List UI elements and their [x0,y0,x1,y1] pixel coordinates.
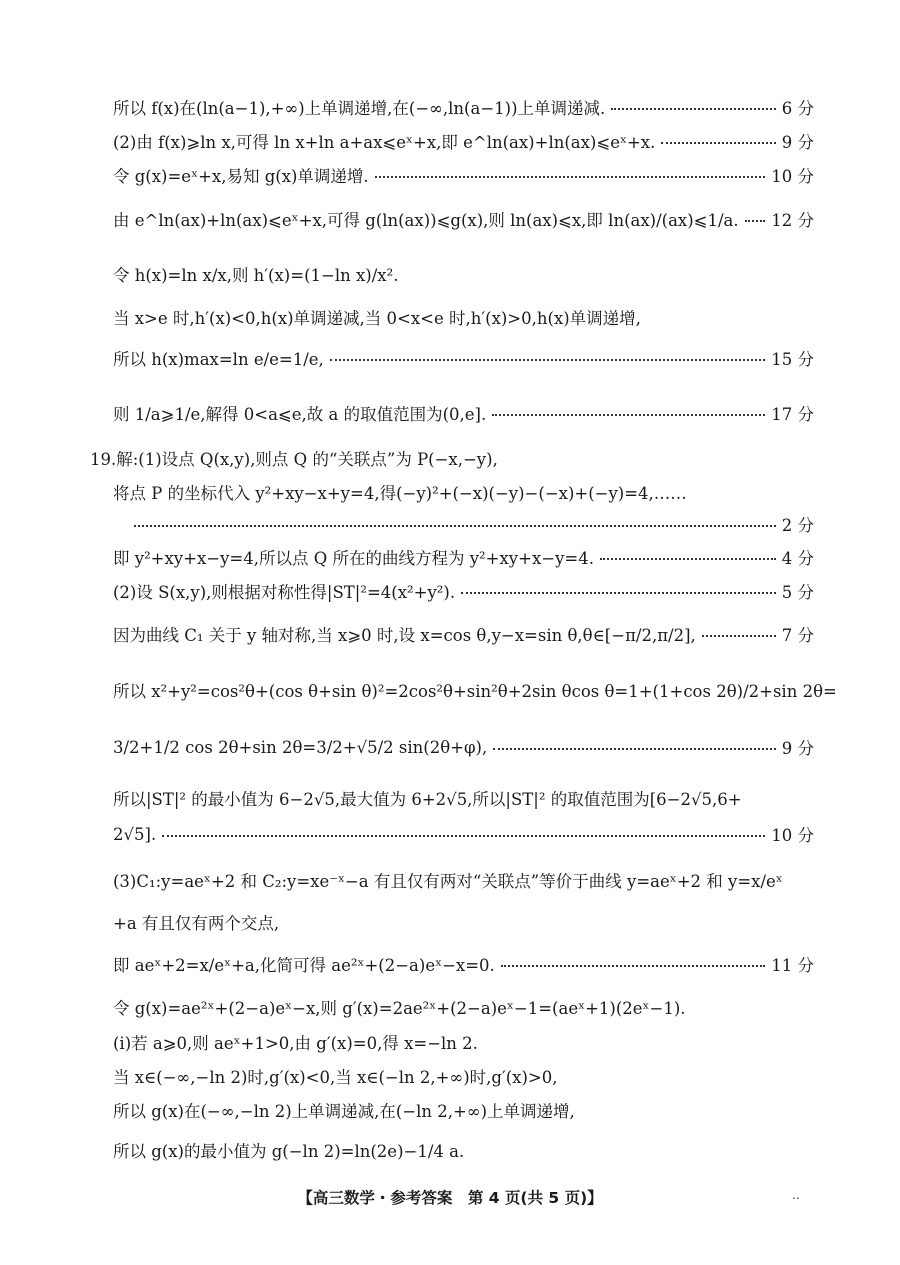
page-footer: 【高三数学・参考答案 第 4 页(共 5 页)】 [297,1189,603,1207]
line-text: (2)由 f(x)⩾ln x,可得 ln x+ln a+ax⩽eˣ+x,即 e^ln(ax)+ln(ax)⩽eˣ+x. [113,133,656,152]
solution-line [113,207,814,231]
solution-line [113,1030,814,1054]
solution-line [113,786,814,810]
line-text: 由 e^ln(ax)+ln(ax)⩽eˣ+x,可得 g(ln(ax))⩽g(x),则 ln(ax)⩽x,即 ln(ax)/(ax)⩽1/a. [113,211,739,230]
line-text: 2√5]. [113,824,157,844]
solution-line [113,305,814,329]
solution-line [113,401,814,425]
line-text: 所以 g(x)在(−∞,−ln 2)上单调递减,在(−ln 2,+∞)上单调递增, [113,1102,575,1121]
score-points: 9 分 [781,739,814,758]
score-points: 11 分 [771,956,814,975]
line-text: 所以 g(x)的最小值为 g(−ln 2)=ln(2e)−1/4 a. [113,1142,465,1161]
line-text: 将点 P 的坐标代入 y²+xy−x+y=4,得(−y)²+(−x)(−y)−(−x)+(−y)=4,…… [113,484,687,503]
solution-line [113,163,814,187]
line-text: (3)C₁:y=aeˣ+2 和 C₂:y=xe⁻ˣ−a 有且仅有两对“关联点”等价于曲线 y=aeˣ+2 和 y=x/eˣ [113,872,783,891]
score-points: 12 分 [771,211,814,230]
line-text: (ⅰ)若 a⩾0,则 aeˣ+1>0,由 g′(x)=0,得 x=−ln 2. [113,1034,478,1053]
leader-dots [600,558,776,560]
score-points: 9 分 [781,133,814,152]
line-text: 19.解:(1)设点 Q(x,y),则点 Q 的“关联点”为 P(−x,−y), [90,450,498,469]
leader-dots [134,525,776,527]
line-text: 令 h(x)=ln x/x,则 h′(x)=(1−ln x)/x². [113,266,399,285]
solution-line [113,868,814,892]
leader-dots [162,835,765,837]
line-text: 3/2+1/2 cos 2θ+sin 2θ=3/2+√5/2 sin(2θ+φ), [113,737,488,757]
score-points: 2 分 [781,516,814,535]
solution-line [113,622,814,646]
line-text: 即 y²+xy+x−y=4,所以点 Q 所在的曲线方程为 y²+xy+x−y=4. [113,549,594,568]
line-text: 所以 x²+y²=cos²θ+(cos θ+sin θ)²=2cos²θ+sin²θ+2sin θcos θ=1+(1+cos 2θ)/2+sin 2θ= [113,682,837,701]
score-points: 17 分 [771,405,814,424]
solution-line [113,346,814,370]
line-text: 当 x>e 时,h′(x)<0,h(x)单调递减,当 0<x<e 时,h′(x)>0,h(x)单调递增, [113,309,641,328]
score-points: 7 分 [781,626,814,645]
line-text: 令 g(x)=eˣ+x,易知 g(x)单调递增. [113,167,369,186]
line-text: 所以|ST|² 的最小值为 6−2√5,最大值为 6+2√5,所以|ST|² 的取值范围为[6−2√5,6+ [113,790,742,809]
line-text: 当 x∈(−∞,−ln 2)时,g′(x)<0,当 x∈(−ln 2,+∞)时,g′(x)>0, [113,1068,558,1087]
line-text: 所以 f(x)在(ln(a−1),+∞)上单调递增,在(−∞,ln(a−1))上单调递减. [113,99,606,118]
solution-line [113,1098,814,1122]
solution-line [113,910,814,934]
leader-dots [461,592,776,594]
solution-line [113,545,814,569]
line-text: +a 有且仅有两个交点, [113,914,280,933]
solution-line [113,95,814,119]
solution-line [113,262,814,286]
solution-line [128,512,814,536]
question-19-heading [90,446,814,470]
solution-line [113,678,837,702]
score-points: 5 分 [781,583,814,602]
score-points: 6 分 [781,99,814,118]
solution-line [113,129,814,153]
leader-dots [330,359,765,361]
line-text: (2)设 S(x,y),则根据对称性得|ST|²=4(x²+y²). [113,583,456,602]
leader-dots [745,220,766,222]
leader-dots [492,414,765,416]
line-text: 所以 h(x)max=ln e/e=1/e, [113,350,324,369]
score-points: 10 分 [771,826,814,845]
leader-dots [375,176,766,178]
score-points: 4 分 [781,549,814,568]
solution-line [113,480,814,504]
solution-line [113,579,814,603]
leader-dots [611,108,775,110]
line-text: 因为曲线 C₁ 关于 y 轴对称,当 x⩾0 时,设 x=cos θ,y−x=sin θ,θ∈[−π/2,π/2], [113,626,696,645]
line-text: 令 g(x)=ae²ˣ+(2−a)eˣ−x,则 g′(x)=2ae²ˣ+(2−a)eˣ−1=(aeˣ+1)(2eˣ−1). [113,999,686,1018]
solution-line [113,1064,814,1088]
score-points: 10 分 [771,167,814,186]
solution-line [113,995,814,1019]
leader-dots [661,142,775,144]
solution-line [113,822,814,846]
solution-line [113,735,814,759]
solution-line [113,1138,814,1162]
corner-mark: .. [792,1188,800,1202]
score-points: 15 分 [771,350,814,369]
line-text: 即 aeˣ+2=x/eˣ+a,化简可得 ae²ˣ+(2−a)eˣ−x=0. [113,956,495,975]
leader-dots [493,748,776,750]
leader-dots [501,965,765,967]
leader-dots [702,635,776,637]
solution-line [113,952,814,976]
line-text: 则 1/a⩾1/e,解得 0<a⩽e,故 a 的取值范围为(0,e]. [113,405,487,424]
